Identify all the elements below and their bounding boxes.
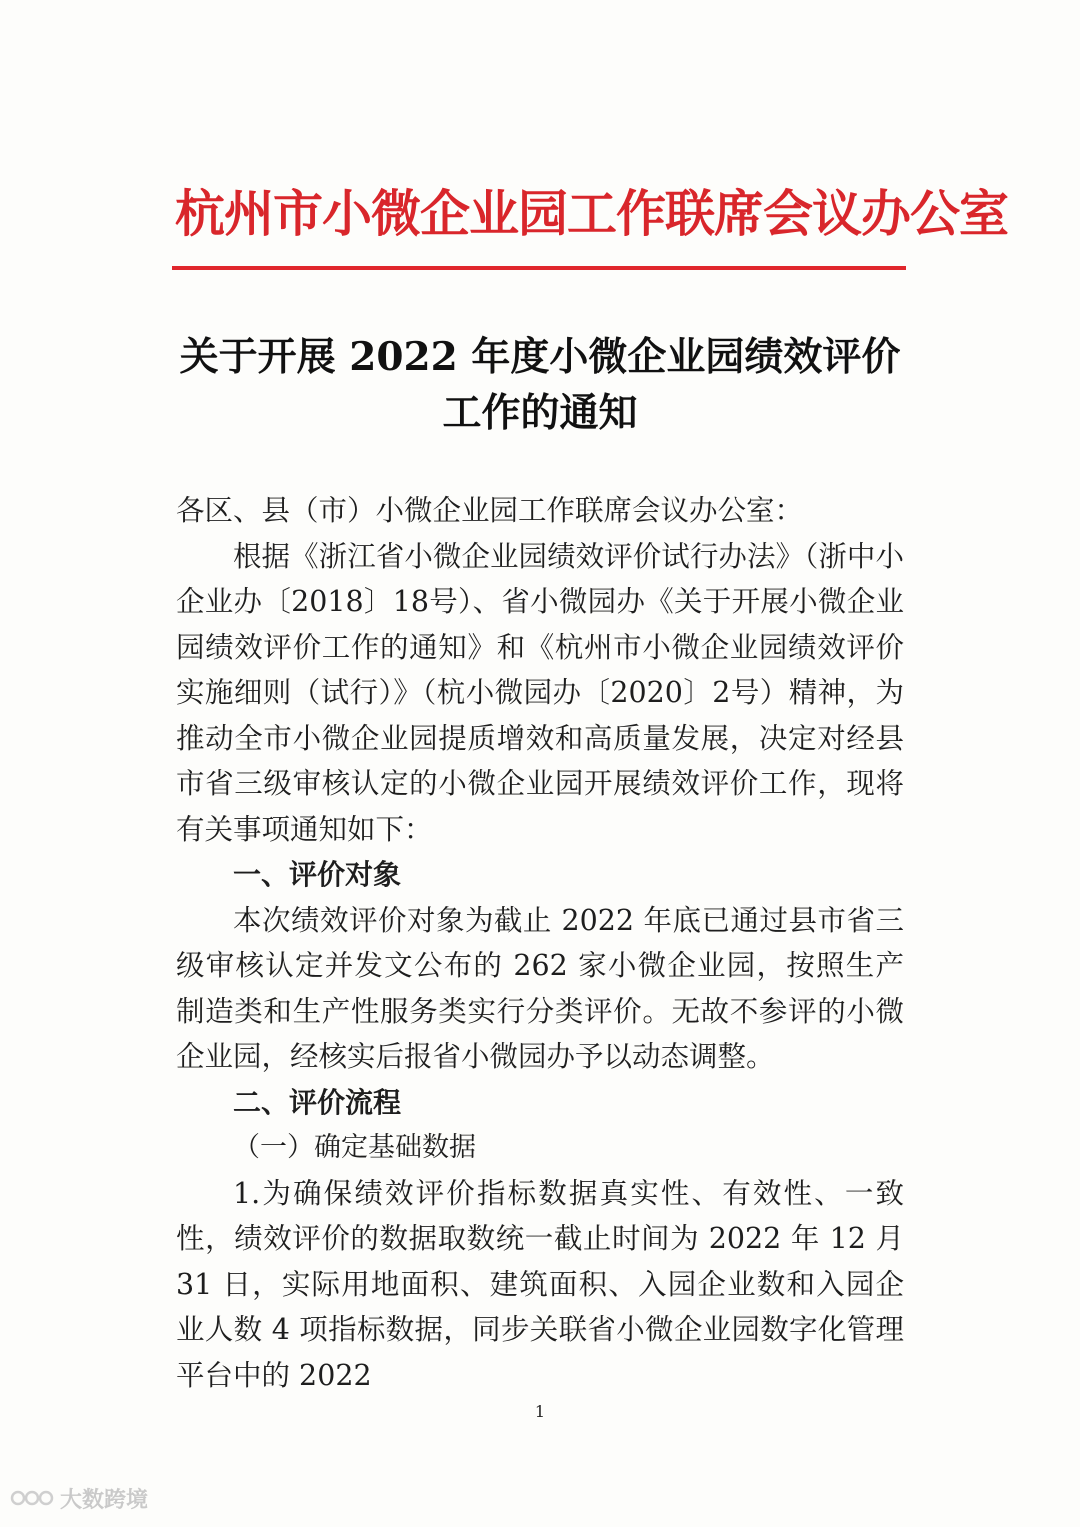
- section-heading-2: 二、评价流程: [233, 1085, 402, 1119]
- watermark-logo-icon: [10, 1486, 54, 1510]
- red-divider-line: [172, 266, 906, 270]
- watermark: [10, 1483, 148, 1513]
- issuing-org-header: 杭州市小微企业园工作联席会议办公室: [175, 184, 1008, 243]
- salutation: 各区、县（市）小微企业园工作联席会议办公室：: [176, 494, 804, 527]
- paragraph-data-rules: 1.为确保绩效评价指标数据真实性、有效性、一致性，绩效评价的数据取数统一截止时间为 2022 年 12 月 31 日，实际用地面积、建筑面积、入园企业数和入园企业人数 4 项指标数据，同步关联省小微企业园数字化管理平台中的 2022: [176, 1176, 904, 1392]
- document-body: [176, 488, 904, 1398]
- page-number: 1: [534, 1402, 546, 1421]
- document-title-line-2: 工作的通知: [442, 390, 638, 436]
- section-heading-1: 一、评价对象: [233, 858, 402, 891]
- paragraph-evaluation-target: 本次绩效评价对象为截止 2022 年底已通过县市省三级审核认定并发文公布的 262 家小微企业园，按照生产制造类和生产性服务类实行分类评价。无故不参评的小微企业园，经核实后报省小微园办予以动态调整。: [176, 903, 904, 1073]
- document-title-line-1: 关于开展 2022 年度小微企业园绩效评价: [179, 334, 901, 380]
- subsection-heading-1: （一）确定基础数据: [233, 1132, 476, 1163]
- paragraph-basis: 根据《浙江省小微企业园绩效评价试行办法》（浙中小企业办〔2018〕18号）、省小微园办《关于开展小微企业园绩效评价工作的通知》和《杭州市小微企业园绩效评价实施细则（试行）》（杭小微园办〔2020〕2号）精神，为推动全市小微企业园提质增效和高质量发展，决定对经县市省三级审核认定的小微企业园开展绩效评价工作，现将有关事项通知如下：: [176, 539, 904, 846]
- watermark-text: 大数跨境: [60, 1487, 149, 1513]
